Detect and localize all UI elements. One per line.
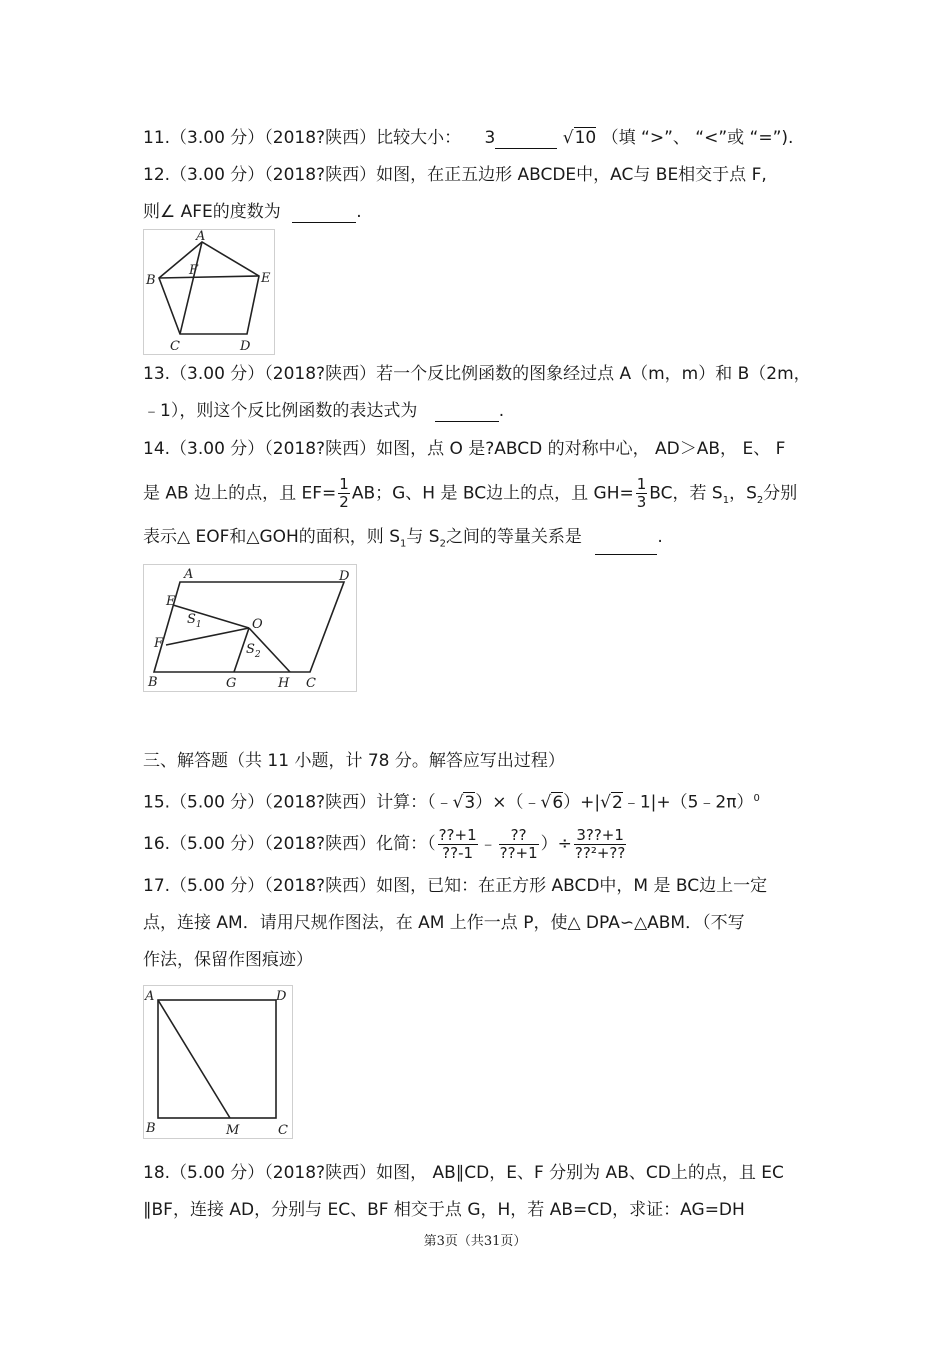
fraction-numerator: 3??+1: [574, 827, 626, 845]
square-diagram: [144, 986, 292, 1138]
parallelogram-figure: [143, 564, 357, 692]
q14-text-c: BC，若 S: [649, 483, 723, 504]
label-c: C: [278, 1123, 288, 1138]
q11-text: 11.（3.00 分）（2018?陕西）比较大小：: [143, 128, 462, 148]
segment-be: [159, 276, 259, 278]
label-d: D: [276, 989, 287, 1004]
q14-answer-blank: [595, 536, 657, 555]
segment-fo: [166, 628, 249, 645]
fraction-denominator: ??-1: [442, 843, 474, 862]
label-a: A: [184, 567, 194, 582]
q16-text-a: 16.（5.00 分）（2018?陕西）化简：（: [143, 834, 436, 854]
q15-text-a: 15.（5.00 分）（2018?陕西）计算：（﹣: [143, 792, 453, 813]
label-d: D: [339, 569, 350, 584]
question-18-line-1: 18.（5.00 分）（2018?陕西）如图， AB∥CD，E、F 分别为 AB、CD上的点，且 EC: [143, 1163, 784, 1183]
label-g: G: [226, 676, 237, 691]
section-3-heading: 三、解答题（共 11 小题，计 78 分。解答应写出过程）: [143, 751, 565, 771]
fraction-denominator: 3: [636, 493, 647, 511]
fraction-one-third: [636, 476, 648, 511]
fraction-one-half: [338, 476, 350, 511]
subscript-1: 1: [722, 494, 730, 506]
q11-answer-blank: [495, 130, 557, 149]
q11-radicand: 10: [574, 128, 597, 148]
label-c: C: [170, 339, 180, 354]
q15-sqrt-3: √3: [452, 792, 476, 813]
question-16: [143, 822, 628, 866]
label-a: A: [196, 230, 206, 244]
subscript-1: 1: [399, 538, 407, 550]
label-s1: $S_1$: [187, 612, 202, 630]
exponent-zero: 0: [753, 793, 760, 804]
q15-text-d: ﹣1|+（5﹣2π）: [622, 792, 754, 813]
subscript-2: 2: [439, 538, 446, 550]
q15-text-c: ）+|: [563, 792, 601, 813]
fraction-numerator: ??: [499, 827, 539, 845]
label-d: D: [240, 339, 251, 354]
fraction-3: [574, 827, 626, 862]
question-14-line-3: [143, 526, 663, 555]
label-m: M: [226, 1123, 240, 1138]
q14-text-e: 分别: [763, 483, 798, 504]
fraction-numerator: 1: [636, 475, 647, 493]
q12-answer-blank: [292, 204, 356, 223]
q12-period: .: [356, 202, 362, 222]
q13-answer-blank: [435, 403, 499, 422]
q12-prompt: 则∠ AFE的度数为: [143, 202, 281, 222]
question-14-line-2: [143, 476, 797, 518]
segment-am: [158, 1000, 230, 1118]
segment-eo: [173, 605, 249, 628]
label-c: C: [306, 676, 316, 691]
subscript-2: 2: [756, 494, 764, 506]
label-o: O: [252, 617, 263, 632]
q15-text-b: ）×（﹣: [475, 792, 541, 813]
label-h: H: [278, 676, 290, 691]
q15-sqrt-2: √2: [600, 792, 623, 813]
label-a: A: [145, 989, 155, 1004]
question-13-line-2: [143, 400, 504, 422]
q13-prompt: ﹣1），则这个反比例函数的表达式为: [143, 401, 418, 421]
q14-text-g: 与 S: [406, 527, 440, 547]
fraction-numerator: ??+1: [438, 825, 477, 844]
q14-text-f: 表示△ EOF和△GOH的面积，则 S: [143, 527, 400, 547]
pentagon-diagram: [144, 230, 274, 354]
question-14-line-1: 14.（3.00 分）（2018?陕西）如图，点 O 是?ABCD 的对称中心， AD＞AB， E、 F: [143, 439, 786, 459]
q14-text-d: ，S: [729, 483, 757, 504]
page-footer: 第3页（共31页）: [423, 1234, 527, 1249]
radicand: 6: [552, 792, 564, 813]
label-e: E: [166, 594, 176, 609]
q14-text-h: 之间的等量关系是: [445, 527, 582, 547]
label-f: F: [154, 636, 164, 651]
radicand: 3: [464, 792, 476, 813]
question-12-line-2: [143, 201, 362, 223]
q14-text-b: AB；G、H 是 BC边上的点，且 GH=: [351, 483, 634, 504]
label-e: E: [261, 271, 271, 286]
q13-period: .: [498, 401, 505, 421]
question-15: [143, 788, 760, 814]
q16-text-b: ）÷: [540, 834, 572, 854]
radicand: 2: [612, 792, 623, 813]
square-outline: [158, 1000, 276, 1118]
question-11: [143, 127, 793, 149]
fraction-denominator: ??²+??: [574, 843, 626, 862]
question-17-line-1: 17.（5.00 分）（2018?陕西）如图，已知：在正方形 ABCD中，M 是 BC边上一定: [143, 876, 768, 896]
parallelogram-outline: [154, 582, 344, 672]
pentagon-figure: [143, 229, 275, 355]
q11-left-value: 3: [484, 128, 496, 148]
parallelogram-diagram: [144, 565, 356, 691]
question-17-line-3: 作法，保留作图痕迹）: [143, 950, 313, 970]
label-b: B: [146, 273, 156, 288]
fraction-numerator: 1: [339, 475, 349, 493]
q11-sqrt: √10: [562, 128, 597, 148]
q14-text-a: 是 AB 边上的点，且 EF=: [143, 483, 337, 504]
fraction-1: [438, 827, 478, 862]
fraction-denominator: 2: [339, 493, 349, 511]
question-13-line-1: 13.（3.00 分）（2018?陕西）若一个反比例函数的图象经过点 A（m，m）和 B（2m，: [143, 364, 811, 384]
question-12-line-1: 12.（3.00 分）（2018?陕西）如图，在正五边形 ABCDE中，AC与 BE相交于点 F,: [143, 165, 767, 185]
question-17-line-2: 点，连接 AM．请用尺规作图法，在 AM 上作一点 P，使△ DPA∽△ABM．（不写: [143, 913, 745, 933]
question-18-line-2: ∥BF，连接 AD，分别与 EC、BF 相交于点 G，H，若 AB=CD，求证：AG=DH: [143, 1200, 745, 1220]
q15-sqrt-6: √6: [540, 792, 564, 813]
label-s2: $S_2$: [246, 642, 261, 660]
label-b: B: [146, 1121, 156, 1136]
q14-period: .: [657, 527, 663, 547]
square-figure: [143, 985, 293, 1139]
fraction-denominator: ??+1: [499, 843, 538, 862]
pentagon-outline: [159, 242, 259, 334]
minus-sign: ﹣: [479, 834, 497, 854]
label-f: F: [189, 263, 199, 278]
segment-ac: [180, 242, 202, 334]
q11-instruction: （填 “>”、 “<”或 “=”).: [601, 128, 794, 148]
label-b: B: [148, 675, 158, 690]
fraction-2: [499, 827, 539, 862]
